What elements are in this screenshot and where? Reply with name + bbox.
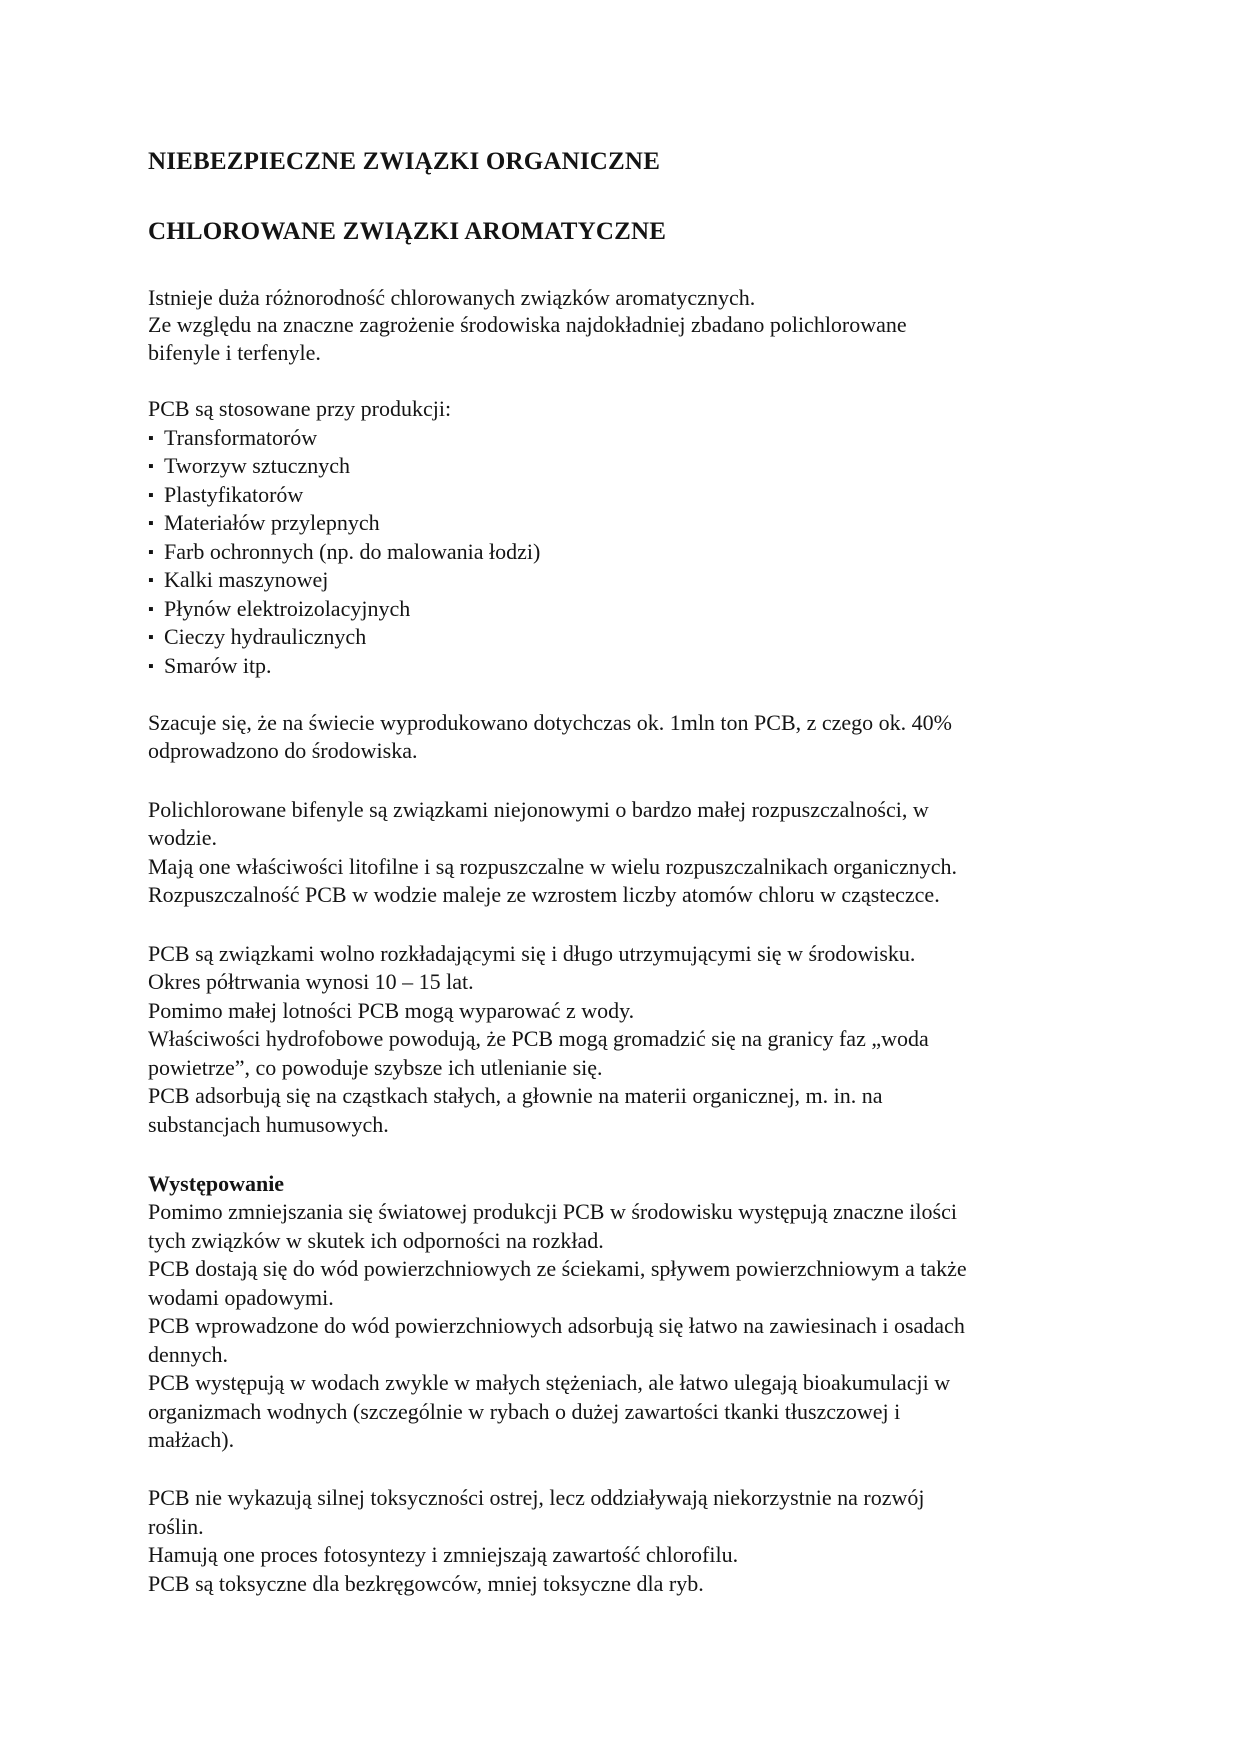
text-line: PCB wprowadzone do wód powierzchniowych adsorbują się łatwo na zawiesinach i osadach bbox=[148, 1313, 965, 1338]
text-line: wodami opadowymi. bbox=[148, 1285, 334, 1310]
list-item: ▪ Tworzyw sztucznych bbox=[148, 452, 350, 483]
list-item: ▪ Smarów itp. bbox=[148, 652, 272, 683]
list-item: ▪ Transformatorów bbox=[148, 424, 317, 455]
text-line: PCB są związkami wolno rozkładającymi się i długo utrzymującymi się w środowisku. bbox=[148, 941, 916, 966]
text-line: Hamują one proces fotosyntezy i zmniejszają zawartość chlorofilu. bbox=[148, 1542, 739, 1567]
text-line: bifenyle i terfenyle. bbox=[148, 340, 321, 365]
document-subtitle: CHLOROWANE ZWIĄZKI AROMATYCZNE bbox=[148, 218, 667, 245]
text-line: Szacuje się, że na świecie wyprodukowano dotychczas ok. 1mln ton PCB, z czego ok. 40% bbox=[148, 710, 953, 735]
text-line: PCB występują w wodach zwykle w małych stężeniach, ale łatwo ulegają bioakumulacji w bbox=[148, 1370, 951, 1395]
occurrence-heading: Występowanie bbox=[148, 1171, 285, 1196]
text-line: substancjach humusowych. bbox=[148, 1112, 389, 1137]
text-line: Rozpuszczalność PCB w wodzie maleje ze wzrostem liczby atomów chloru w cząsteczce. bbox=[148, 882, 940, 907]
usage-heading: PCB są stosowane przy produkcji: bbox=[148, 396, 452, 421]
text-line: PCB adsorbują się na cząstkach stałych, a głownie na materii organicznej, m. in. na bbox=[148, 1083, 883, 1108]
list-item: ▪ Materiałów przylepnych bbox=[148, 509, 380, 540]
text-line: odprowadzono do środowiska. bbox=[148, 738, 418, 763]
text-line: PCB dostają się do wód powierzchniowych ze ściekami, spływem powierzchniowym a także bbox=[148, 1256, 967, 1281]
list-item: ▪ Farb ochronnych (np. do malowania łodzi) bbox=[148, 538, 540, 569]
text-line: Właściwości hydrofobowe powodują, że PCB mogą gromadzić się na granicy faz „woda bbox=[148, 1026, 929, 1051]
list-item: ▪ Płynów elektroizolacyjnych bbox=[148, 595, 410, 626]
text-line: organizmach wodnych (szczególnie w rybach o dużej zawartości tkanki tłuszczowej i bbox=[148, 1399, 901, 1424]
document-title: NIEBEZPIECZNE ZWIĄZKI ORGANICZNE bbox=[148, 148, 661, 175]
text-line: Polichlorowane bifenyle są związkami niejonowymi o bardzo małej rozpuszczalności, w bbox=[148, 797, 929, 822]
text-line: Ze względu na znaczne zagrożenie środowiska najdokładniej zbadano polichlorowane bbox=[148, 312, 907, 337]
text-line: wodzie. bbox=[148, 825, 218, 850]
document-page bbox=[148, 0, 1108, 1754]
text-line: tych związków w skutek ich odporności na rozkład. bbox=[148, 1228, 604, 1253]
list-item: ▪ Plastyfikatorów bbox=[148, 481, 303, 512]
list-item: ▪ Kalki maszynowej bbox=[148, 566, 328, 597]
text-line: PCB nie wykazują silnej toksyczności ostrej, lecz oddziaływają niekorzystnie na rozwój bbox=[148, 1485, 925, 1510]
text-line: Pomimo małej lotności PCB mogą wyparować z wody. bbox=[148, 998, 635, 1023]
text-line: roślin. bbox=[148, 1514, 204, 1539]
text-line: Mają one właściwości litofilne i są rozpuszczalne w wielu rozpuszczalnikach organicznych. bbox=[148, 854, 958, 879]
text-line: Okres półtrwania wynosi 10 – 15 lat. bbox=[148, 969, 474, 994]
text-line: dennych. bbox=[148, 1342, 229, 1367]
text-line: powietrze”, co powoduje szybsze ich utlenianie się. bbox=[148, 1055, 603, 1080]
text-line: PCB są toksyczne dla bezkręgowców, mniej toksyczne dla ryb. bbox=[148, 1571, 704, 1596]
text-line: Istnieje duża różnorodność chlorowanych związków aromatycznych. bbox=[148, 285, 756, 310]
text-line: małżach). bbox=[148, 1427, 235, 1452]
text-line: Pomimo zmniejszania się światowej produkcji PCB w środowisku występują znaczne ilości bbox=[148, 1199, 957, 1224]
list-item: ▪ Cieczy hydraulicznych bbox=[148, 623, 366, 654]
